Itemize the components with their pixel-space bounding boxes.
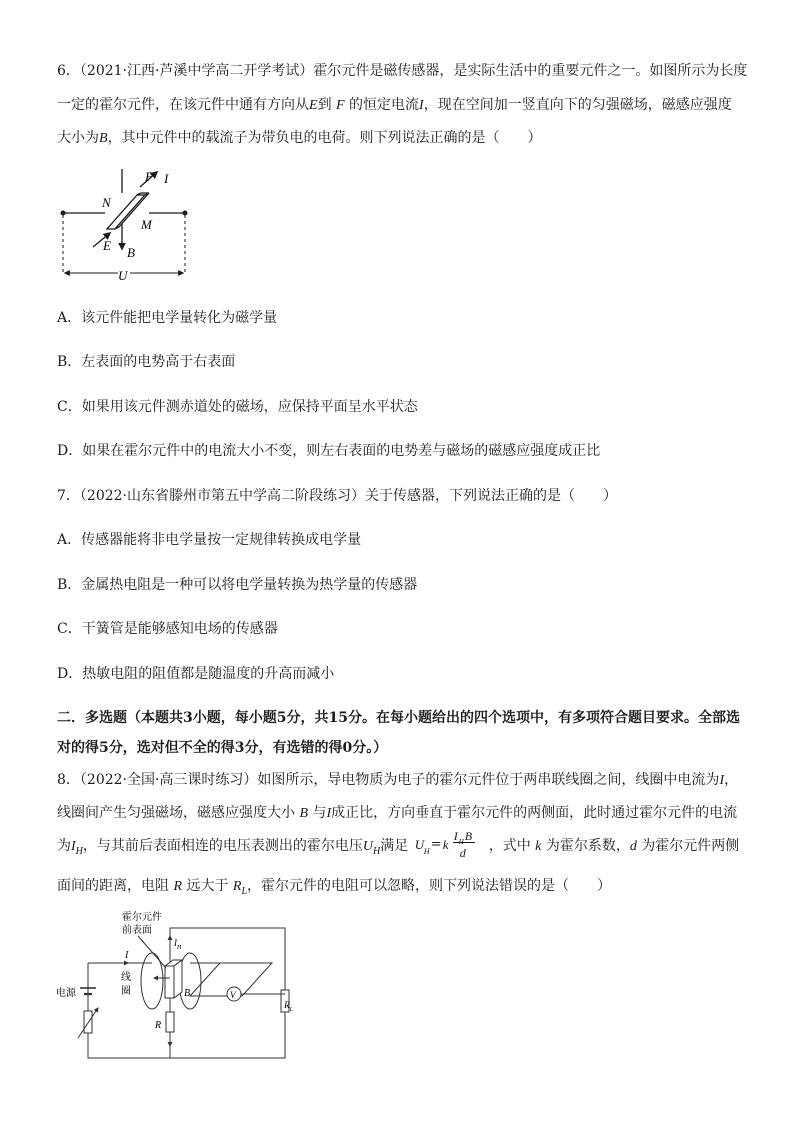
label-B: B <box>127 245 135 260</box>
label-E: E <box>103 238 111 253</box>
q7-option-b: B．金属热电阻是一种可以将电学量转换为热学量的传感器 <box>57 577 418 593</box>
q8-stem-line2: 线圈间产生匀强磁场，磁感应强度大小 B 与I成正比，方向垂直于霍尔元件的两侧面，此时通过霍尔元件的电流 <box>57 805 738 821</box>
q6-option-c: C．如果用该元件测赤道处的磁场，应保持平面呈水平状态 <box>57 399 418 415</box>
q7-option-d: D．热敏电阻的阻值都是随温度的升高而减小 <box>57 666 335 682</box>
label-V: V <box>230 990 236 1000</box>
q7-stem: 7．（2022·山东省滕州市第五中学高二阶段练习）关于传感器，下列说法正确的是（ ） <box>57 488 617 504</box>
label-M: M <box>141 217 152 232</box>
q6-option-a: A．该元件能把电学量转化为磁学量 <box>57 310 278 326</box>
q8-stem-line3: 为$I_H$，与其前后表面相连的电压表测出的霍尔电压$U_H$满足 U H = k I H B d ，式中 k 为霍尔系数，d 为霍尔元件两侧 <box>57 829 740 860</box>
hall-element-figure <box>55 165 200 290</box>
label-IH: $I_H$ <box>174 938 182 951</box>
label-RL: $R_L$ <box>284 1000 293 1013</box>
label-U: U <box>118 268 128 283</box>
hall-circuit-figure <box>50 908 295 1070</box>
q6-stem-line3: 大小为B，其中元件中的载流子为带负电的电荷。则下列说法正确的是（ ） <box>57 130 542 146</box>
q8-stem-line4: 面间的距离，电阻 R 远大于 $R_L$，霍尔元件的电阻可以忽略，则下列说法错误的是（ ） <box>57 878 612 897</box>
label-I: I <box>125 950 129 961</box>
label-coil-line1: 线 <box>121 972 131 983</box>
label-source: 电源 <box>56 988 76 999</box>
label-hall-line2: 前表面 <box>122 925 152 936</box>
q7-option-c: C．干簧管是能够感知电场的传感器 <box>57 621 278 637</box>
label-hall-line1: 霍尔元件 <box>122 912 162 923</box>
q6-stem-line1: 6．（2021·江西·芦溪中学高二开学考试）霍尔元件是磁传感器，是实际生活中的重要元件之一。如图所示为长度 <box>57 63 748 79</box>
label-B: B <box>184 988 191 999</box>
q6-option-b: B．左表面的电势高于右表面 <box>57 354 236 370</box>
label-N: N <box>102 195 111 210</box>
label-I: I <box>164 171 169 186</box>
q7-option-a: A．传感器能将非电学量按一定规律转换成电学量 <box>57 532 362 548</box>
label-F: F <box>145 169 153 184</box>
hall-voltage-equation: U H = k I H B d <box>413 827 489 857</box>
label-R: R <box>155 1020 162 1031</box>
section-title: 二．多选题（本题共3小题，每小题5分，共15分。在每小题给出的四个选项中，有多项符合题目要求。全部选对的得5分，选对但不全的得3分，有选错的得0分。） <box>57 710 740 756</box>
q6-option-d: D．如果在霍尔元件中的电流大小不变，则左右表面的电势差与磁场的磁感应强度成正比 <box>57 443 601 459</box>
q8-stem-line1: 8．（2022·全国·高三课时练习）如图所示，导电物质为电子的霍尔元件位于两串联线圈之间，线圈中电流为I， <box>57 772 739 788</box>
label-coil-line2: 圈 <box>121 986 131 997</box>
q6-stem-line2: 一定的霍尔元件，在该元件中通有方向从E到 F 的恒定电流I，现在空间加一竖直向下的匀强磁场，磁感应强度 <box>57 97 732 113</box>
